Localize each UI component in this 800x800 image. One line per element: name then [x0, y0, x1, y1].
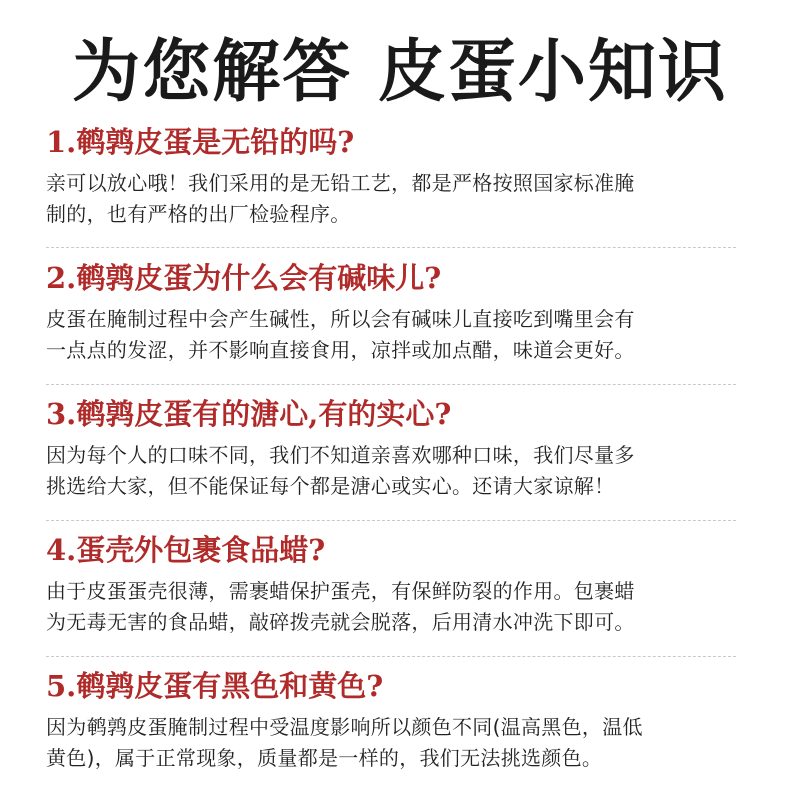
question-4: 4.蛋壳外包裹食品蜡?: [46, 533, 326, 567]
answer-2-line-1: 皮蛋在腌制过程中会产生碱性，所以会有碱味儿直接吃到嘴里会有: [46, 307, 635, 331]
answer-4: [46, 576, 756, 638]
qa-item-2: [46, 260, 756, 366]
qa-item-4: [46, 532, 756, 638]
answer-5: [46, 712, 756, 774]
qa-item-1: [46, 124, 756, 230]
answer-2-line-2: 一点点的发涩，并不影响直接食用，凉拌或加点醋，味道会更好。: [46, 338, 635, 362]
divider: [46, 384, 736, 385]
answer-1: [46, 168, 756, 230]
page-title: 为您解答 皮蛋小知识: [72, 32, 728, 112]
answer-3: [46, 440, 756, 502]
answer-3-line-1: 因为每个人的口味不同，我们不知道亲喜欢哪种口味，我们尽量多: [46, 443, 635, 467]
answer-5-line-1: 因为鹌鹑皮蛋腌制过程中受温度影响所以颜色不同(温高黑色，温低: [46, 715, 643, 739]
divider: [46, 656, 736, 657]
qa-item-3: [46, 396, 756, 502]
answer-2: [46, 304, 756, 366]
divider: [46, 247, 736, 248]
answer-1-line-1: 亲可以放心哦！我们采用的是无铅工艺，都是严格按照国家标准腌: [46, 171, 635, 195]
divider: [46, 520, 736, 521]
answer-1-line-2: 制的，也有严格的出厂检验程序。: [46, 202, 351, 226]
question-3: 3.鹌鹑皮蛋有的溏心,有的实心?: [46, 397, 452, 431]
question-2: 2.鹌鹑皮蛋为什么会有碱味儿?: [46, 261, 442, 295]
answer-3-line-2: 挑选给大家，但不能保证每个都是溏心或实心。还请大家谅解！: [46, 474, 615, 498]
answer-4-line-1: 由于皮蛋蛋壳很薄，需裹蜡保护蛋壳，有保鲜防裂的作用。包裹蜡: [46, 579, 635, 603]
answer-5-line-2: 黄色)，属于正常现象，质量都是一样的，我们无法挑选颜色。: [46, 746, 603, 770]
qa-item-5: [46, 668, 756, 774]
answer-4-line-2: 为无毒无害的食品蜡，敲碎拨壳就会脱落，后用清水冲洗下即可。: [46, 610, 635, 634]
question-5: 5.鹌鹑皮蛋有黑色和黄色?: [46, 669, 384, 703]
question-1: 1.鹌鹑皮蛋是无铅的吗?: [46, 125, 355, 159]
